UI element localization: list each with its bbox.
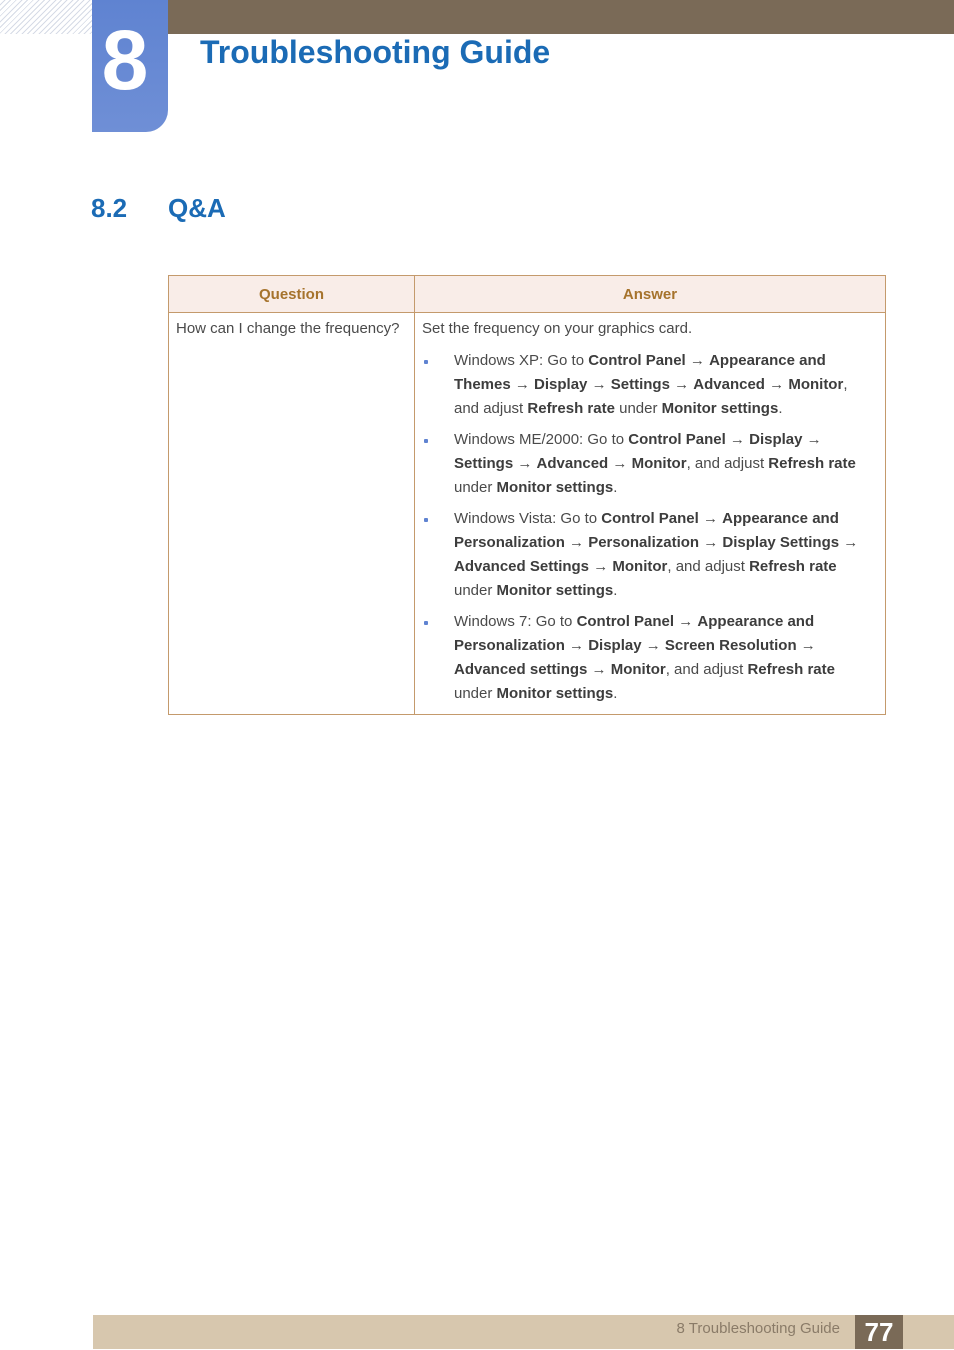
arrow-icon: →	[510, 376, 535, 393]
menu-path-step: Appearance and Personalization	[454, 510, 839, 551]
chapter-tab	[92, 0, 168, 132]
menu-path-step: Display	[534, 376, 588, 393]
arrow-icon: →	[685, 352, 710, 369]
arrow-icon: →	[513, 455, 537, 472]
setting-name: Refresh rate	[747, 661, 835, 678]
qa-table	[168, 275, 886, 715]
adjust-text: , and adjust	[667, 558, 750, 575]
setting-name: Refresh rate	[527, 400, 615, 417]
under-text: under	[454, 479, 497, 496]
question-header: Question	[169, 276, 415, 313]
menu-path-step: Screen Resolution	[664, 637, 797, 654]
arrow-icon: →	[764, 376, 789, 393]
chapter-title: Troubleshooting Guide	[200, 34, 551, 70]
menu-path-step: Advanced	[693, 376, 765, 393]
menu-path-step: Advanced	[536, 455, 609, 472]
arrow-icon: →	[589, 558, 613, 575]
os-prefix: Windows XP: Go to	[454, 352, 589, 369]
os-prefix: Windows 7: Go to	[454, 613, 577, 630]
period-text: .	[613, 582, 618, 599]
list-item	[422, 428, 875, 500]
period-text: .	[613, 685, 618, 702]
menu-path-step: Display Settings	[722, 534, 840, 551]
adjust-text: , and adjust	[454, 376, 848, 417]
arrow-icon: →	[608, 455, 632, 472]
setting-location: Monitor settings	[496, 479, 614, 496]
section-title: Q&A	[168, 193, 226, 223]
menu-path-step: Appearance and Personalization	[454, 613, 815, 654]
under-text: under	[454, 685, 497, 702]
table-row	[169, 313, 886, 715]
list-item	[422, 610, 875, 706]
menu-path-step: Monitor	[610, 661, 666, 678]
menu-path-step: Control Panel	[601, 510, 699, 527]
top-bar	[168, 0, 954, 34]
menu-path-step: Control Panel	[628, 431, 726, 448]
footer-bar	[93, 1315, 954, 1349]
setting-location: Monitor settings	[496, 685, 614, 702]
answer-header: Answer	[415, 276, 886, 313]
arrow-icon: →	[699, 534, 723, 551]
answer-intro: Set the frequency on your graphics card.	[422, 320, 693, 337]
menu-path-step: Personalization	[588, 534, 700, 551]
menu-path-step: Monitor	[631, 455, 687, 472]
menu-path-step: Appearance and Themes	[454, 352, 826, 393]
section-number: 8.2	[91, 193, 128, 223]
arrow-icon: →	[802, 431, 822, 448]
hatch-decoration	[0, 0, 92, 34]
arrow-icon: →	[587, 661, 611, 678]
list-item	[422, 507, 875, 603]
chapter-number: 8	[101, 13, 149, 107]
arrow-icon: →	[796, 637, 816, 654]
arrow-icon: →	[669, 376, 694, 393]
arrow-icon: →	[564, 637, 589, 654]
menu-path-step: Monitor	[788, 376, 844, 393]
answer-cell	[415, 313, 886, 715]
menu-path-step: Control Panel	[576, 613, 675, 630]
period-text: .	[613, 479, 618, 496]
menu-path-step: Advanced settings	[454, 661, 588, 678]
menu-path-step: Settings	[610, 376, 670, 393]
arrow-icon: →	[564, 534, 589, 551]
os-prefix: Windows Vista: Go to	[454, 510, 602, 527]
setting-name: Refresh rate	[768, 455, 856, 472]
period-text: .	[778, 400, 783, 417]
arrow-icon: →	[725, 431, 750, 448]
os-prefix: Windows ME/2000: Go to	[454, 431, 629, 448]
list-item	[422, 349, 875, 421]
arrow-icon: →	[839, 534, 859, 551]
setting-name: Refresh rate	[749, 558, 837, 575]
menu-path-step: Advanced Settings	[454, 558, 590, 575]
bullet-icon	[424, 621, 428, 625]
menu-path-step: Display	[749, 431, 803, 448]
footer-text: 8 Troubleshooting Guide	[676, 1320, 840, 1337]
arrow-icon: →	[674, 613, 698, 630]
table-header-row	[169, 276, 886, 313]
bullet-icon	[424, 518, 428, 522]
menu-path-step: Monitor	[612, 558, 668, 575]
bullet-icon	[424, 439, 428, 443]
bullet-icon	[424, 360, 428, 364]
menu-path-step: Settings	[454, 455, 514, 472]
setting-location: Monitor settings	[661, 400, 779, 417]
page-number: 77	[855, 1315, 903, 1349]
arrow-icon: →	[587, 376, 611, 393]
question-cell: How can I change the frequency?	[169, 313, 415, 715]
under-text: under	[454, 582, 497, 599]
setting-location: Monitor settings	[496, 582, 614, 599]
menu-path-step: Control Panel	[588, 352, 686, 369]
arrow-icon: →	[698, 510, 723, 527]
adjust-text: , and adjust	[686, 455, 769, 472]
under-text: under	[614, 400, 662, 417]
answer-bullet-list	[422, 349, 875, 706]
menu-path-step: Display	[588, 637, 642, 654]
adjust-text: , and adjust	[665, 661, 748, 678]
arrow-icon: →	[641, 637, 665, 654]
